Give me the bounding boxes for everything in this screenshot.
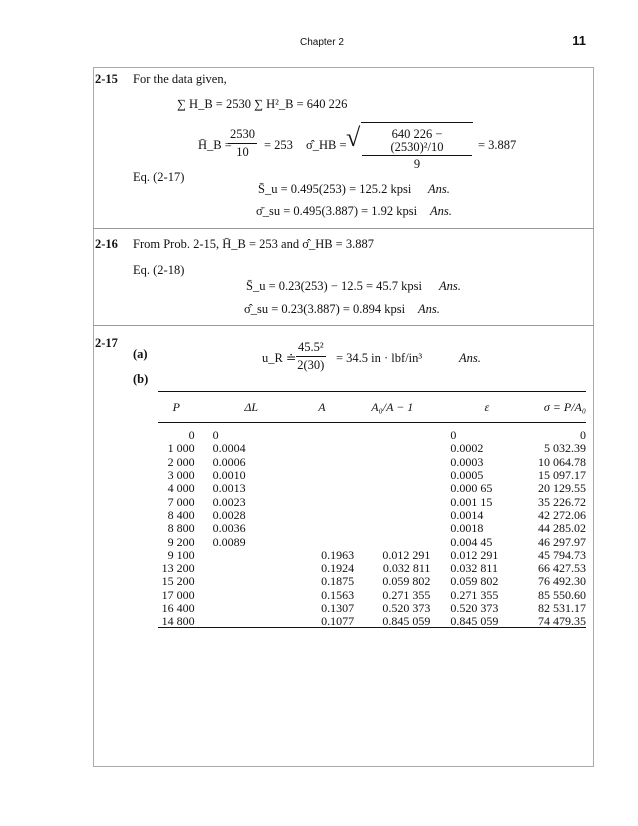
ur-denominator: 2(30) [297,357,325,372]
table-row [158,482,586,495]
table-cell: 0.271 355 [382,587,431,602]
eq-2-18-ref: Eq. (2-18) [133,263,185,277]
table-cell: 0.0005 [450,468,484,483]
sd-numerator: 640 226 − (2530)²/10 [362,128,472,156]
table-cell: 0.1924 [321,561,355,576]
table-cell: 14 800 [161,614,195,629]
table-cell: 66 427.53 [538,561,586,576]
column-header: P [158,392,195,423]
table-row [158,456,586,469]
table-cell: 17 000 [161,587,195,602]
table-cell: 0.0003 [450,454,484,469]
mean-fraction [228,128,257,158]
table-row [158,469,586,482]
table-cell [290,509,354,522]
table-cell: 0.0028 [212,507,246,522]
table-cell [290,495,354,508]
table-cell: 4 000 [167,481,195,496]
table-cell: 3 000 [167,468,195,483]
table-cell: 82 531.17 [538,601,586,615]
table-bottom-rule [158,627,586,628]
table-cell [290,456,354,469]
table-cell [195,549,290,562]
table-cell: 0.0010 [212,468,246,483]
table-cell [290,423,354,443]
column-header: ΔL [195,392,290,423]
table-cell: 0.1875 [321,574,355,589]
table-cell: 0.845 059 [450,614,499,629]
table-cell: 0.0002 [450,441,484,456]
table-cell: 0.0023 [212,494,246,509]
table-cell: 1 000 [167,441,195,456]
table-cell: 35 226.72 [538,494,586,509]
table-cell: 13 200 [161,561,195,576]
problem-2-16-label: 2-16 [95,237,118,251]
table-cell: 8 400 [167,507,195,522]
chapter-title: Chapter 2 [300,37,344,48]
table-cell [195,575,290,588]
table-cell [290,469,354,482]
page-header [0,30,638,50]
answer-marker: Ans. [459,351,481,365]
ur-rhs: = 34.5 in · lbf/in³ [336,351,423,365]
table-cell [195,562,290,575]
ur-fraction [296,341,326,371]
ur-lhs: u_R ≐ [262,351,297,365]
table-cell: 42 272.06 [538,507,586,522]
table-cell [354,522,430,535]
table-cell: 0.059 802 [382,574,431,589]
part-b-label: (b) [133,372,149,386]
table-cell [290,482,354,495]
table-row [158,575,586,588]
su-sd-equation: σ̄_su = 0.495(3.887) = 1.92 kpsi [256,204,418,218]
sd-fraction [362,128,472,171]
table-cell: 0 [450,428,457,443]
sums-equation: ∑ H_B = 2530 ∑ H²_B = 640 226 [177,97,348,111]
table-cell: 0.0014 [450,507,484,522]
table-cell: 0.0006 [212,454,246,469]
table-cell [354,495,430,508]
table-row [158,442,586,455]
answer-marker: Ans. [428,182,450,196]
table-cell: 76 492.30 [538,574,586,589]
table-cell: 0.004 45 [450,534,493,549]
sigma-su-equation: σ̂_su = 0.23(3.887) = 0.894 kpsi [244,302,406,316]
table-cell: 0.0013 [212,481,246,496]
mean-numerator: 2530 [228,128,257,144]
table-cell: 0.032 811 [382,561,431,576]
problem-2-16-intro: From Prob. 2-15, H̄_B = 253 and σ̂_HB = 3.887 [133,237,374,251]
column-header: ε [430,392,523,423]
table-cell [354,535,430,548]
table-cell: 0.0089 [212,534,246,549]
table-cell: 45 794.73 [538,547,586,562]
mean-rhs: = 253 [264,138,293,152]
problem-2-17-label: 2-17 [95,336,118,350]
table-cell [290,442,354,455]
table-cell: 0.0036 [212,521,246,536]
table-cell: 0.032 811 [450,561,498,576]
table-cell: 8 800 [167,521,195,536]
su-linear-equation: S̄_u = 0.23(253) − 12.5 = 45.7 kpsi [246,279,423,293]
table-cell: 15 097.17 [538,468,586,483]
table-cell [195,602,290,615]
table-row [158,535,586,548]
ur-numerator: 45.5² [296,341,326,357]
table-cell: 2 000 [167,454,195,469]
table-cell: 0.0018 [450,521,484,536]
table-cell [354,442,430,455]
page-number: 11 [572,33,586,48]
table-cell [195,589,290,602]
table-cell [290,522,354,535]
sd-rhs: = 3.887 [478,138,517,152]
table-row [158,509,586,522]
table-cell: 85 550.60 [538,587,586,602]
table-cell: 0.520 373 [450,601,499,615]
answer-marker: Ans. [439,279,461,293]
table-cell: 0.012 291 [450,547,499,562]
table-cell: 10 064.78 [538,454,586,469]
table-row [158,522,586,535]
table-cell: 9 200 [167,534,195,549]
sqrt-sign: √ [346,123,361,152]
problem-2-15-intro: For the data given, [133,72,227,86]
part-a-label: (a) [133,347,148,361]
table-header-row [158,392,586,423]
table-row [158,562,586,575]
su-mean-equation: S̄_u = 0.495(253) = 125.2 kpsi [258,182,412,196]
table-cell [354,456,430,469]
divider [93,325,594,326]
column-header: σ = P/A₀ [523,392,586,423]
table-cell [354,469,430,482]
column-header: A₀/A − 1 [354,392,430,423]
table-cell [354,509,430,522]
table-cell: 0 [580,428,586,443]
table-row [158,495,586,508]
table-cell: 0.1563 [321,587,355,602]
mean-lhs: H̄_B = [198,138,232,152]
table-cell: 5 032.39 [544,441,586,456]
table-cell: 46 297.97 [538,534,586,549]
table-cell: 0 [188,428,195,443]
table-row [158,423,586,443]
stress-strain-table [158,391,586,628]
table-cell [354,423,430,443]
table-cell: 0.0004 [212,441,246,456]
table-cell: 7 000 [167,494,195,509]
divider [93,228,594,229]
table-cell: 0.1307 [321,601,355,615]
table-cell: 15 200 [161,574,195,589]
table-row [158,549,586,562]
table-cell [290,535,354,548]
table-cell: 0.059 802 [450,574,499,589]
sd-denominator: 9 [413,157,421,171]
table-cell: 74 479.35 [538,614,586,629]
table-cell: 0.001 15 [450,494,493,509]
answer-marker: Ans. [418,302,440,316]
sqrt-overbar [361,122,473,123]
eq-2-17-ref: Eq. (2-17) [133,170,185,184]
table-row [158,589,586,602]
table-cell: 20 129.55 [538,481,586,496]
table-cell [354,482,430,495]
sd-lhs: σ̂_HB = [306,138,347,152]
table-cell: 0 [212,428,219,443]
table-body [158,423,586,629]
column-header: A [290,392,354,423]
table-cell: 0.000 65 [450,481,493,496]
table-cell: 16 400 [161,601,195,615]
table-cell: 0.845 059 [382,614,431,629]
table-cell: 0.1077 [321,614,355,629]
table-cell: 9 100 [167,547,195,562]
table-cell: 0.271 355 [450,587,499,602]
table-cell: 0.520 373 [382,601,431,615]
table-cell: 0.1963 [321,547,355,562]
table-row [158,602,586,615]
table-cell: 0.012 291 [382,547,431,562]
table-cell: 44 285.02 [538,521,586,536]
problem-2-15-label: 2-15 [95,72,118,86]
mean-denominator: 10 [236,144,249,159]
answer-marker: Ans. [430,204,452,218]
